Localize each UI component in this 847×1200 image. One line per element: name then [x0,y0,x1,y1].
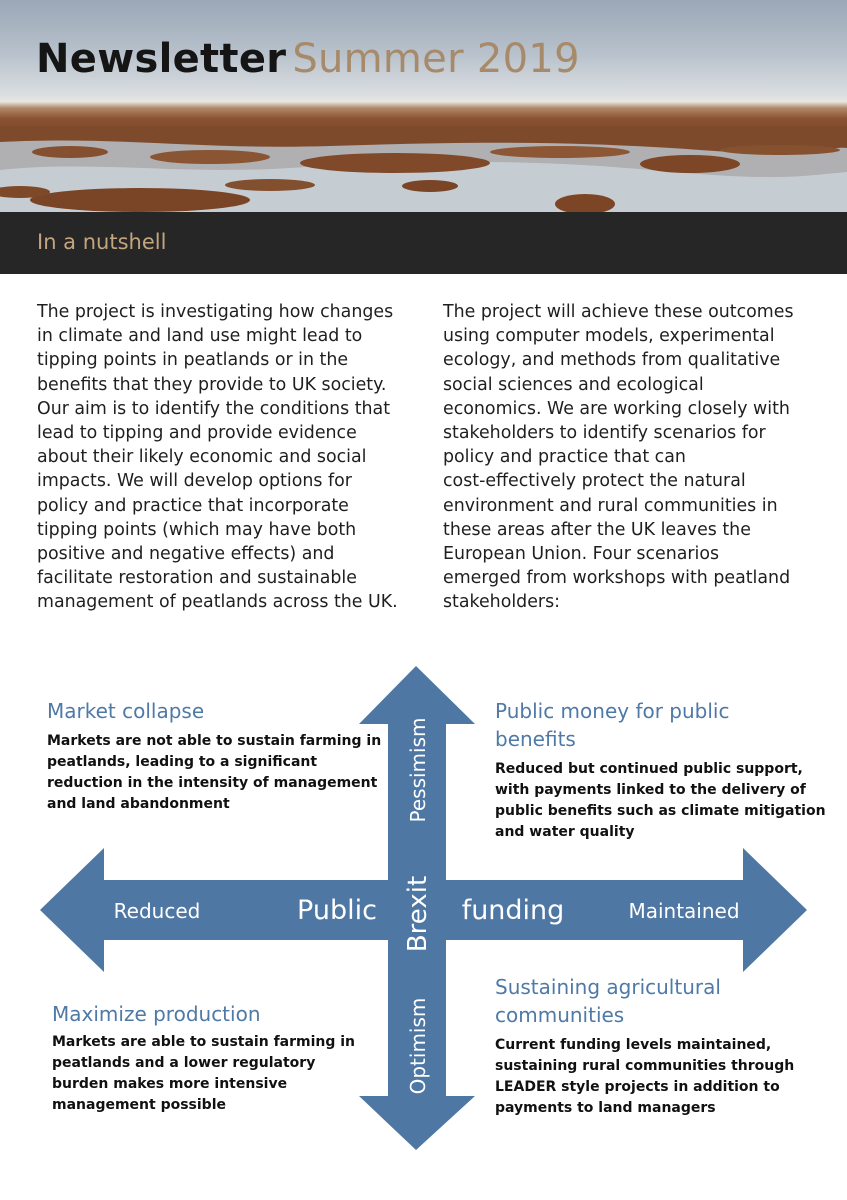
paragraph-line: benefits that they provide to UK society. [37,374,387,395]
paragraph-line: European Union. Four scenarios [443,544,720,565]
newsletter-title [36,36,580,82]
section-heading: In a nutshell [37,230,167,254]
paragraph-line: using computer models, experimental [443,326,775,347]
title-line: communities [495,1003,625,1027]
scenario-public-money-title [495,697,729,753]
description-line: burden makes more intensive [52,1076,288,1092]
title-line: benefits [495,727,576,751]
title-newsletter: Newsletter [36,36,287,82]
description-line: reduction in the intensity of management [47,775,378,791]
paragraph-line: in climate and land use might lead to [37,326,363,347]
description-line: Reduced but continued public support, [495,761,803,777]
scenario-market-collapse-title [47,697,204,725]
section-band [0,212,847,274]
paragraph-line: facilitate restoration and sustainable [37,568,357,589]
axis-label-optimism: Optimism [406,997,430,1095]
title-line: Maximize production [52,1002,261,1026]
description-line: sustaining rural communities through [495,1058,795,1074]
paragraph-line: environment and rural communities in [443,495,778,516]
paragraph-line: The project will achieve these outcomes [443,302,794,322]
paragraph-line: impacts. We will develop options for [37,471,352,492]
axis-label-public: Public [297,895,377,926]
scenario-sustaining-communities-title [495,973,721,1029]
axis-label-maintained: Maintained [628,899,740,923]
paragraph-line: policy and practice that incorporate [37,495,349,516]
title-line: Public money for public [495,699,730,723]
description-line: public benefits such as climate mitigation [495,803,826,819]
description-line: with payments linked to the delivery of [495,782,806,798]
paragraph-line: emerged from workshops with peatland [443,568,791,589]
description-line: Markets are able to sustain farming in [52,1034,356,1050]
paragraph-line: social sciences and ecological [443,374,704,395]
paragraph-line: management of peatlands across the UK. [37,592,398,613]
scenario-maximize-production-title [52,1000,261,1028]
paragraph-line: economics. We are working closely with [443,398,790,419]
axis-label-reduced: Reduced [113,899,201,923]
paragraph-line: The project is investigating how changes [37,302,394,322]
scenario-maximize-production-description [52,1032,355,1116]
paragraph-line: Our aim is to identify the conditions that [37,398,391,419]
paragraph-line: positive and negative effects) and [37,544,335,565]
scenario-sustaining-communities-description [495,1035,794,1119]
peatland-landscape-image [0,0,847,212]
axis-label-brexit: Brexit [403,875,433,953]
description-line: and land abandonment [47,796,230,812]
header-banner-photo [0,0,847,212]
paragraph-line: policy and practice that can [443,447,686,468]
scenario-market-collapse-description [47,731,381,815]
title-line: Sustaining agricultural [495,975,721,999]
description-line: management possible [52,1097,227,1113]
description-line: peatlands, leading to a significant [47,754,318,770]
description-line: payments to land managers [495,1100,716,1116]
paragraph-line: lead to tipping and provide evidence [37,423,357,444]
paragraph-line: tipping points in peatlands or in the [37,350,349,371]
paragraph-line: stakeholders: [443,592,560,613]
title-line: Market collapse [47,699,205,723]
paragraph-line: tipping points (which may have both [37,519,357,540]
paragraph-line: these areas after the UK leaves the [443,519,751,540]
paragraph-line: about their likely economic and social [37,447,367,468]
scenario-public-money-description [495,759,826,843]
description-line: Current funding levels maintained, [495,1037,772,1053]
paragraph-line: ecology, and methods from qualitative [443,350,781,371]
description-line: peatlands and a lower regulatory [52,1055,316,1071]
axis-label-pessimism: Pessimism [406,717,430,823]
description-line: Markets are not able to sustain farming in [47,733,382,749]
axis-label-funding: funding [461,895,565,926]
paragraph-line: stakeholders to identify scenarios for [443,423,766,444]
intro-right-column [443,300,819,615]
paragraph-line: cost-effectively protect the natural [443,471,746,492]
intro-left-column [37,300,413,615]
description-line: LEADER style projects in addition to [495,1079,780,1095]
description-line: and water quality [495,824,635,840]
title-edition: Summer 2019 [292,36,580,82]
